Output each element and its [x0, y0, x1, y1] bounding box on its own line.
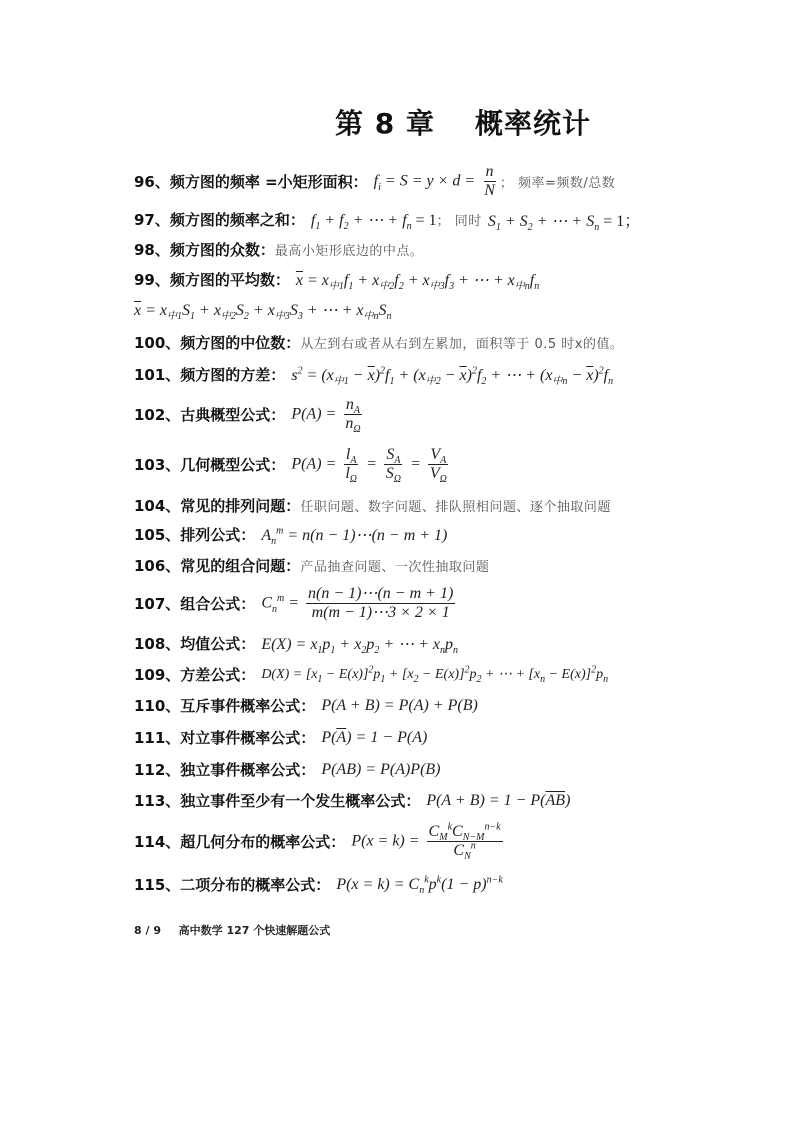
item-label: 112、独立事件概率公式：	[134, 761, 316, 779]
item-description: ； 频率=频数/总数	[499, 176, 616, 192]
formula-item-100	[134, 332, 734, 353]
page-number: 8 / 9	[134, 924, 161, 937]
formula-item-97	[134, 208, 734, 234]
formula-item-98	[134, 239, 734, 260]
item-label: 100、频方图的中位数：	[134, 334, 301, 352]
item-label: 107、组合公式：	[134, 595, 256, 614]
formula-item-99-cont	[134, 300, 734, 323]
formula: P(x = k) = $\frac{C_M^kC_{N-M}^{n-k}}{C_N^n}$	[351, 821, 501, 863]
item-label: 102、古典概型公式：	[134, 406, 286, 425]
chapter-title	[0, 102, 800, 142]
formula-item-113	[134, 790, 734, 811]
formula: $\overline{x} = x_{中1}f_1 + x_{中2}f_2 + x_{中3}f_3$ + ⋯ + $x_{中n}f_n$	[295, 271, 540, 292]
formula: $P(\overline{A}) = 1 - P(A)$	[321, 728, 428, 746]
formula: $D(X) = [x_1 - E(x)]^2p_1 + [x_2 - E(x)]^2p_2$ + ⋯ + $[x_n - E(x)]^2p_n$	[261, 664, 609, 685]
chapter-number: 第 8 章	[335, 107, 435, 140]
formula-item-115	[134, 874, 734, 895]
formula-item-106	[134, 555, 734, 576]
book-title: 高中数学 127 个快速解题公式	[178, 924, 331, 937]
chapter-name: 概率统计	[474, 107, 591, 140]
formula-item-99	[134, 269, 734, 290]
formula: P(A) = $\frac{n_A}{n_\Omega}$	[291, 396, 361, 436]
formula-item-112	[134, 759, 734, 780]
formula-item-104	[134, 495, 734, 516]
formula-item-114	[134, 823, 734, 861]
formula-item-108	[134, 633, 734, 654]
page-footer	[134, 922, 330, 938]
formula: P(AB) = P(A)P(B)	[321, 760, 441, 778]
item-description: 从左到右或者从右到左累加，面积等于 0.5 时x的值。	[300, 337, 624, 352]
formula: $A_n^m = n(n$ − 1)⋯(n − m + 1)	[261, 525, 448, 547]
formula-item-96	[134, 163, 734, 201]
formula-item-111	[134, 727, 734, 748]
item-label: 110、互斥事件概率公式：	[134, 697, 316, 715]
item-description: 产品抽查问题、一次性抽取问题	[300, 560, 490, 575]
formula: $\overline{x} = x_{中1}S_1 + x_{中2}S_2 + x_{中3}S_3$ + ⋯ + $x_{中n}S_n$	[134, 302, 392, 323]
item-label: 101、频方图的方差：	[134, 366, 286, 384]
item-label: 96、频方图的频率 =小矩形面积：	[134, 173, 368, 192]
formula: $f_1 + f_2$ + ⋯ + $f_n = 1$	[310, 211, 437, 232]
formula-item-109	[134, 664, 734, 685]
formula: $S_1 + S_2$ + ⋯ + $S_n = 1$；	[487, 213, 641, 234]
formula-item-110	[134, 695, 734, 716]
item-label: 97、频方图的频率之和：	[134, 211, 305, 229]
item-label: 109、方差公式：	[134, 666, 256, 684]
formula: $E(X) = x_1p_1 + x_2p_2$ + ⋯ + $x_np_n$	[261, 635, 459, 656]
item-label: 105、排列公式：	[134, 526, 256, 544]
formula-item-101	[134, 364, 734, 385]
item-label: 113、独立事件至少有一个发生概率公式：	[134, 792, 421, 810]
item-description: ； 同时	[436, 214, 482, 229]
formula-item-105	[134, 524, 734, 545]
formula: $P(A + B) = 1 - P(\overline{AB})$	[426, 791, 571, 809]
formula: $C_n^m$ = $\frac{n(n - 1)\cdots(n - m + 1)}{m(m - 1)\cdots 3 \times 2 \times 1}$	[261, 585, 454, 622]
formula: $f_i = S = y \times d$ = $\frac{n}{N}$	[373, 163, 495, 200]
item-label: 111、对立事件概率公式：	[134, 729, 316, 747]
item-label: 114、超几何分布的概率公式：	[134, 833, 346, 852]
formula: P(A + B) = P(A) + P(B)	[321, 696, 478, 714]
formula-item-102	[134, 396, 734, 434]
formula: P(A) = $\frac{l_A}{l_\Omega}$ = $\frac{S_A}{S_\Omega}$ = $\frac{V_A}{V_\Omega}$	[291, 446, 447, 486]
item-description: 最高小矩形底边的中点。	[274, 244, 424, 259]
item-label: 99、频方图的平均数：	[134, 271, 290, 289]
item-label: 106、常见的组合问题：	[134, 557, 301, 575]
formula: $P(x = k) = C_n^kp^k(1 - p)^{n-k}$	[336, 874, 503, 896]
item-label: 108、均值公式：	[134, 635, 256, 653]
item-label: 103、几何概型公式：	[134, 456, 286, 475]
item-label: 98、频方图的众数：	[134, 241, 275, 259]
formula: $s^2 = (x_{中1} - \overline{x})^2f_1 + (x_{中2} - \overline{x})^2f_2$ + ⋯ + $(x_{中n} - \overline{x})^2f_n$	[291, 365, 614, 387]
formula-item-103	[134, 446, 734, 484]
formula-item-107	[134, 585, 734, 623]
item-label: 104、常见的排列问题：	[134, 497, 301, 515]
item-label: 115、二项分布的概率公式：	[134, 876, 331, 894]
item-description: 任职问题、数字问题、排队照相问题、逐个抽取问题	[300, 500, 611, 515]
